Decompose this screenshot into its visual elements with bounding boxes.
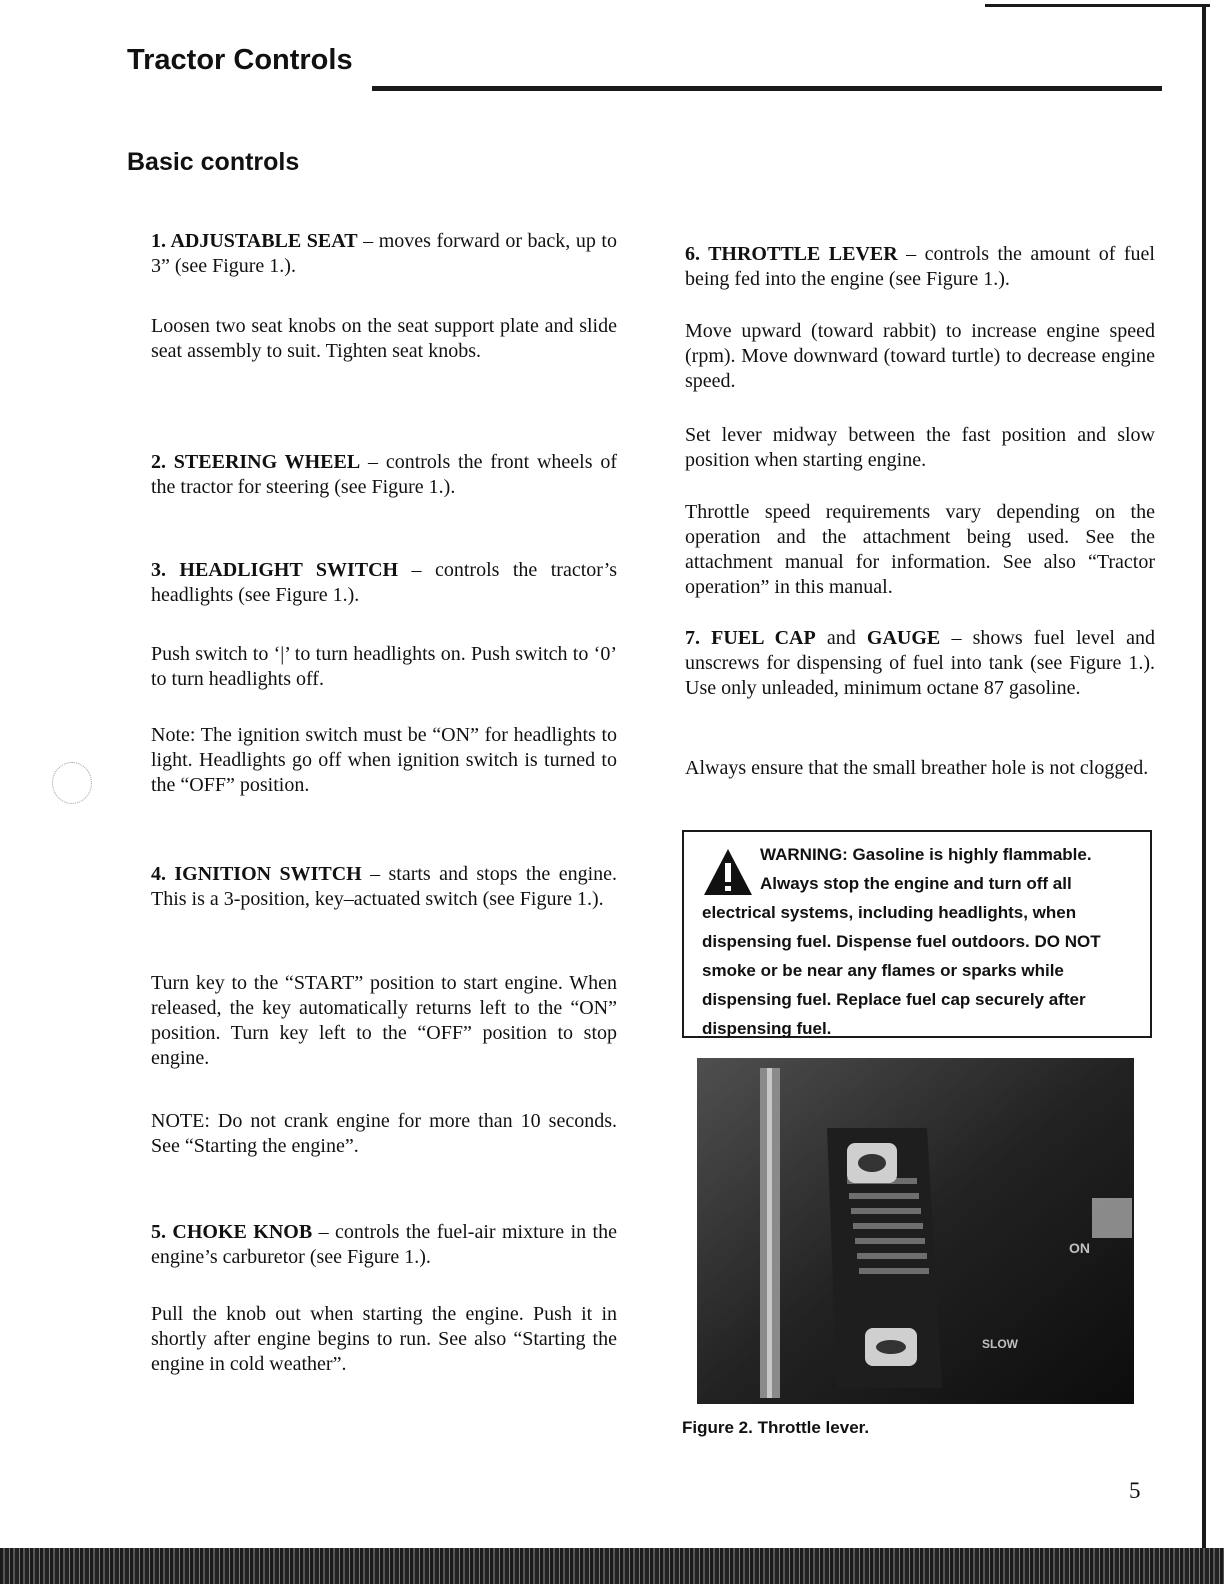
- item-lead: 7. FUEL CAP: [685, 627, 816, 649]
- item-desc: – controls the tractor’s headlights (see Figure 1.).: [151, 559, 618, 606]
- item-fuel-cap-gauge: [685, 626, 1155, 701]
- right-edge-line: [1202, 5, 1206, 1565]
- seat-instructions: Loosen two seat knobs on the seat support plate and slide seat assembly to suit. Tighten seat knobs.: [151, 315, 617, 362]
- headlight-note: Note: The ignition switch must be “ON” for headlights to light. Headlights go off when ignition switch is turned to the “OFF” position.: [151, 724, 617, 796]
- item-lead-and: and: [815, 627, 867, 649]
- item-desc: – shows fuel level and unscrews for dispensing of fuel into tank (see Figure 1.). Use only unleaded, minimum octane 87 gasoline.: [685, 627, 1155, 699]
- warning-box: [682, 830, 1152, 1038]
- ignition-instructions: Turn key to the “START” position to start engine. When released, the key automatically returns left to the “ON” position. Turn key left to the “OFF” position to stop engine.: [151, 972, 617, 1069]
- headlight-instructions: Push switch to ‘|’ to turn headlights on. Push switch to ‘0’ to turn headlights off.: [151, 643, 617, 690]
- item-choke-knob: [151, 1220, 617, 1270]
- item-lead: 5. CHOKE KNOB: [151, 1221, 313, 1243]
- photo-on-label: ON: [1069, 1240, 1090, 1256]
- item-desc: – controls the amount of fuel being fed into the engine (see Figure 1.).: [685, 243, 1155, 290]
- choke-instructions: Pull the knob out when starting the engine. Push it in shortly after engine begins to run. See also “Starting the engine in cold weather”.: [151, 1303, 617, 1375]
- page-title: Tractor Controls: [127, 44, 353, 76]
- warning-triangle-icon: [702, 846, 754, 898]
- scan-edge-strip: [0, 1548, 1224, 1584]
- section-heading: Basic controls: [127, 148, 300, 176]
- item-ignition-switch: [151, 862, 617, 912]
- item-desc: – controls the fuel-air mixture in the engine’s carburetor (see Figure 1.).: [151, 1221, 617, 1268]
- item-lead: 2. STEERING WHEEL: [151, 451, 361, 473]
- photo-slow-label: SLOW: [982, 1337, 1018, 1351]
- item-headlight-switch: [151, 558, 617, 608]
- throttle-lever-photo: [697, 1058, 1134, 1404]
- item-lead: 6. THROTTLE LEVER: [685, 243, 898, 265]
- throttle-requirements: Throttle speed requirements vary depending on the operation and the attachment being used. See the attachment manual for information. See also “Tractor operation” in this manual.: [685, 501, 1155, 598]
- item-desc: – moves forward or back, up to 3” (see Figure 1.).: [151, 230, 617, 277]
- item-lead: GAUGE: [866, 627, 941, 649]
- item-desc: – controls the front wheels of the tractor for steering (see Figure 1.).: [151, 451, 617, 498]
- throttle-instructions: Move upward (toward rabbit) to increase engine speed (rpm). Move downward (toward turtle) to decrease engine speed.: [685, 320, 1155, 392]
- item-steering-wheel: [151, 450, 617, 500]
- item-adjustable-seat: [151, 229, 617, 279]
- fuel-breather-note: Always ensure that the small breather hole is not clogged.: [685, 757, 1149, 779]
- item-lead: 1. ADJUSTABLE SEAT: [151, 230, 358, 252]
- item-lead: 4. IGNITION SWITCH: [151, 863, 362, 885]
- item-lead: 3. HEADLIGHT SWITCH: [151, 559, 399, 581]
- figure-caption: Figure 2. Throttle lever.: [682, 1418, 870, 1437]
- item-desc: – starts and stops the engine. This is a 3-position, key–actuated switch (see Figure 1.).: [151, 863, 617, 910]
- binder-hole-mark: [52, 762, 92, 804]
- ignition-note: NOTE: Do not crank engine for more than 10 seconds. See “Starting the engine”.: [151, 1110, 617, 1157]
- item-throttle-lever: [685, 242, 1155, 292]
- title-rule: [372, 86, 1162, 91]
- warning-text: WARNING: Gasoline is highly flammable. Always stop the engine and turn off all electrical systems, including headlights, when dispensing fuel. Dispense fuel outdoors. DO NOT smoke or be near any flames or sparks while dispensing fuel. Replace fuel cap securely after dispensing fuel.: [702, 845, 1101, 1038]
- throttle-start-note: Set lever midway between the fast position and slow position when starting engine.: [685, 424, 1155, 471]
- page-number: 5: [1129, 1478, 1141, 1503]
- top-edge-line: [985, 4, 1210, 7]
